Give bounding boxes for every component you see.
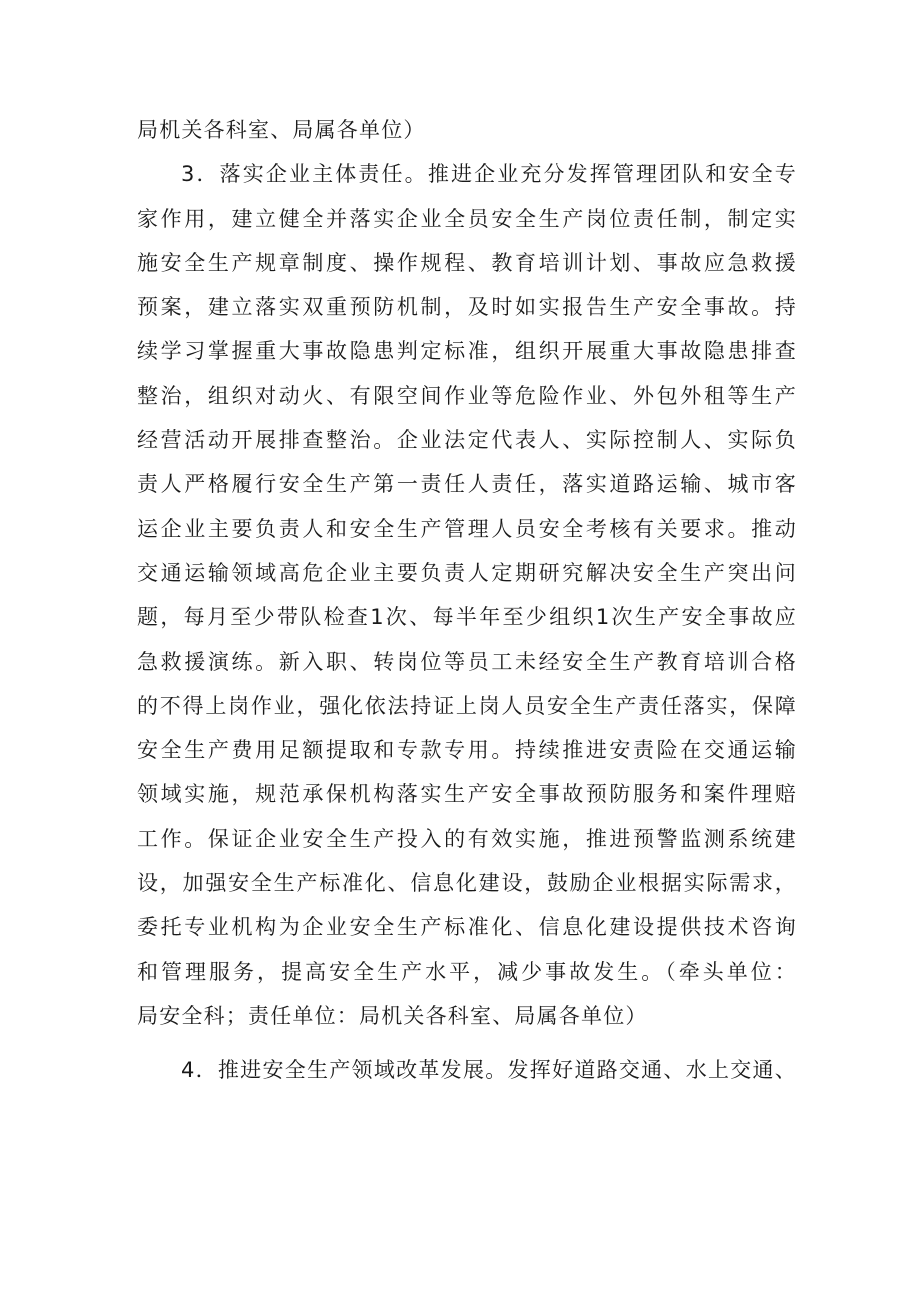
- document-body: [137, 108, 797, 1093]
- text-line: 设，加强安全生产标准化、信息化建设，鼓励企业根据实际需求，: [137, 871, 797, 896]
- paragraph-3-heading-line: 3．落实企业主体责任。推进企业充分发挥管理团队和安全专: [181, 162, 797, 187]
- text-line: 委托专业机构为企业安全生产标准化、信息化建设提供技术咨询: [137, 915, 797, 940]
- text-line: 运企业主要负责人和安全生产管理人员安全考核有关要求。推动: [137, 516, 797, 541]
- text-line: 领域实施，规范承保机构落实生产安全事故预防服务和案件理赔: [137, 782, 797, 807]
- text-line: 交通运输领域高危企业主要负责人定期研究解决安全生产突出问: [137, 560, 797, 585]
- text-line: 局机关各科室、局属各单位）: [137, 118, 426, 142]
- text-line: 的不得上岗作业，强化依法持证上岗人员安全生产责任落实，保障: [137, 693, 797, 718]
- text-line: 题，每月至少带队检查1次、每半年至少组织1次生产安全事故应: [137, 605, 797, 630]
- paragraph-4-heading-line: 4．推进安全生产领域改革发展。发挥好道路交通、水上交通、: [181, 1058, 797, 1083]
- text-line: 和管理服务，提高安全生产水平，减少事故发生。（牵头单位：: [137, 959, 797, 984]
- text-line: 局安全科；责任单位：局机关各科室、局属各单位）: [137, 1003, 648, 1028]
- text-line: 工作。保证企业安全生产投入的有效实施，推进预警监测系统建: [137, 826, 797, 851]
- text-line: 经营活动开展排查整治。企业法定代表人、实际控制人、实际负: [137, 428, 797, 453]
- text-line: 责人严格履行安全生产第一责任人责任，落实道路运输、城市客: [137, 472, 797, 497]
- text-line: 安全生产费用足额提取和专款专用。持续推进安责险在交通运输: [137, 738, 797, 763]
- text-line: 预案，建立落实双重预防机制，及时如实报告生产安全事故。持: [137, 295, 797, 320]
- text-line: 家作用，建立健全并落实企业全员安全生产岗位责任制，制定实: [137, 206, 797, 231]
- paragraph-gap: [137, 1038, 797, 1048]
- text-line: 急救援演练。新入职、转岗位等员工未经安全生产教育培训合格: [137, 649, 797, 674]
- text-line: 整治，组织对动火、有限空间作业等危险作业、外包外租等生产: [137, 383, 797, 408]
- text-line: 续学习掌握重大事故隐患判定标准，组织开展重大事故隐患排查: [137, 339, 797, 364]
- text-line: 施安全生产规章制度、操作规程、教育培训计划、事故应急救援: [137, 250, 797, 275]
